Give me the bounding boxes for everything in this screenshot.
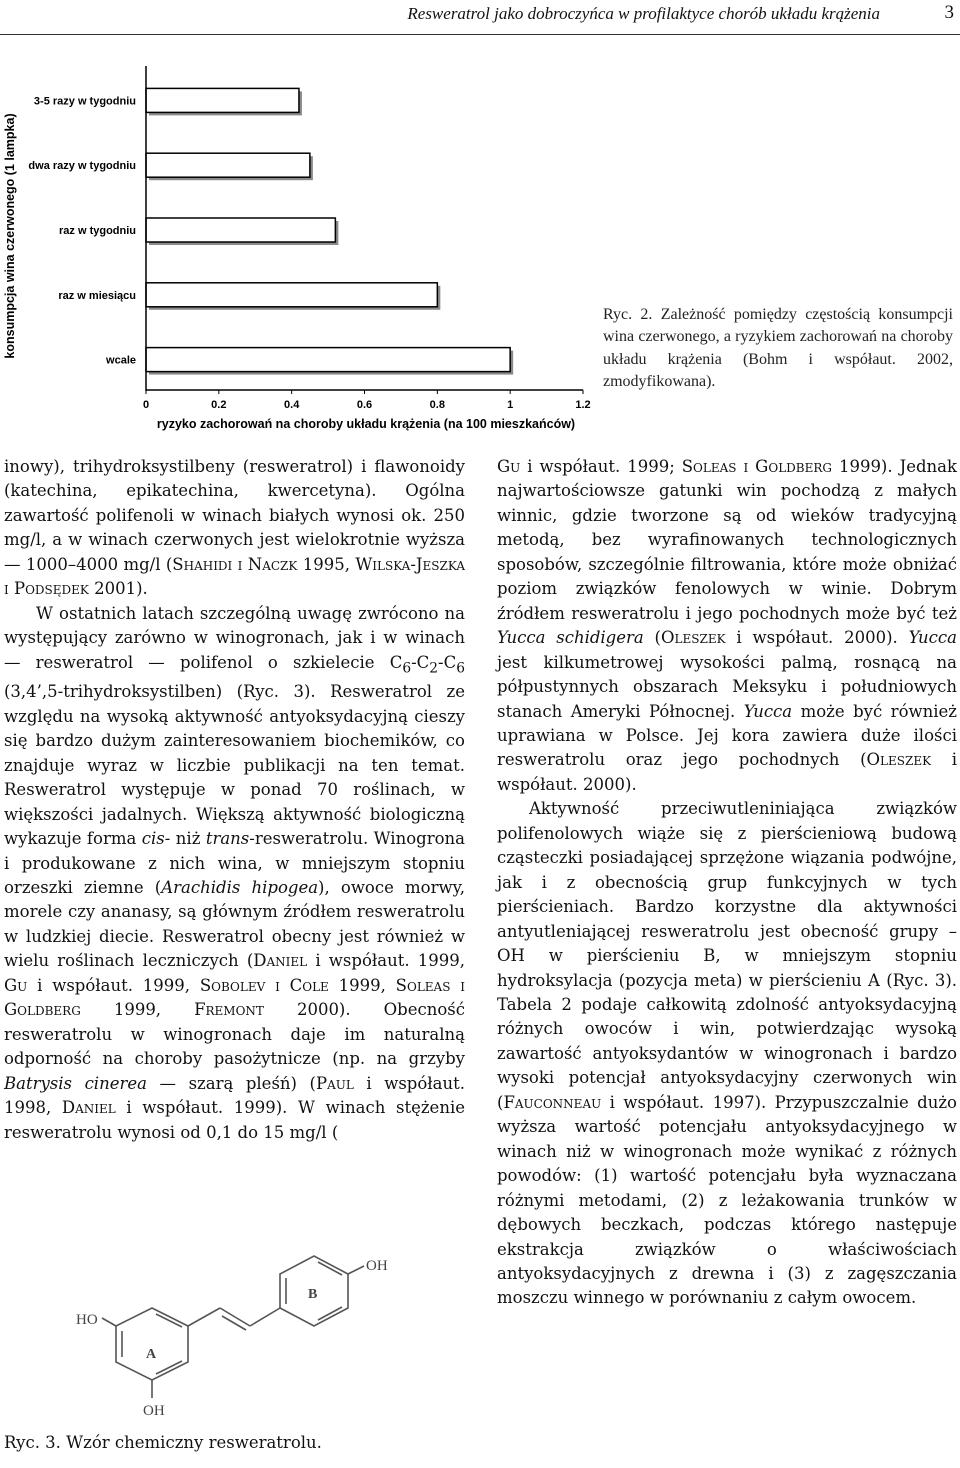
structure-bonds [102, 1256, 364, 1398]
x-tick-label: 1.2 [575, 399, 591, 411]
bar [146, 218, 335, 242]
vinyl-bond-3 [250, 1308, 280, 1326]
x-tick-label: 1 [507, 399, 514, 411]
x-tick-label: 0.4 [284, 399, 300, 411]
figure-2-caption: Ryc. 2. Zależność pomiędzy częstością konsumpcji wina czerwonego, a ryzykiem zachorowań na choroby układu krążenia (Bohm i współaut. 2002, zmodyfikowana). [603, 306, 953, 391]
chart-plot-area [28, 66, 590, 411]
left-paragraph-2: W ostatnich latach szczególną uwagę zwrócono na występujący zarówno w winogronach, jak i w winach — resweratrol — polifenol o szkielecie $C_6-C_2-C_6$ (3,4’,5-trihydroksystilben) (Ryc. 3). Resweratrol ze względu na wysoką aktywność antyoksydacyjną cieszy się bardzo dużym zainteresowaniem biochemików, co znajduje wyraz w liczbie publikacji na ten temat. Resweratrol występuje w ponad 70 roślinach, w większości jadalnych. Większą aktywność biologiczną wykazuje forma cis- niż trans-resweratrolu. Winogrona i produkowane z nich wina, w mniejszym stopniu orzeszki ziemne (Arachidis hipogea), owoce morwy, morele czy ananasy, są głównym źródłem resweratrolu w ludzkiej diecie. Resweratrol obecny jest również w wielu roślinach leczniczych (Daniel i współaut. 1999, Gu i współaut. 1999, Sobolev i Cole 1999, Soleas i Goldberg 1999, Fremont 2000). Obecność resweratrolu w winogronach daje im naturalną odporność na choroby pasożytnicze (np. na grzyby Batrysis cinerea — szarą pleśń) (Paul i współaut. 1998, Daniel i współaut. 1999). W winach stężenie resweratrolu wynosi od 0,1 do 15 mg/l ( [4, 603, 466, 1142]
category-label: raz w tygodniu [59, 225, 136, 237]
x-tick-label: 0.8 [429, 399, 445, 411]
ring-a-hexagon [116, 1308, 188, 1380]
x-tick-label: 0.6 [356, 399, 373, 411]
chart-y-axis-label: konsumpcja wina czerwonego (1 lampka) [3, 113, 17, 359]
bar [146, 88, 299, 112]
right-column [497, 455, 957, 1311]
figure-3-structure [70, 1240, 400, 1430]
ho-bond [102, 1318, 116, 1326]
right-paragraph-1: Gu i współaut. 1999; Soleas i Goldberg 1999). Jednak najwartościowsze gatunki win pochodzą z małych winnic, gdzie tworzone są od wieków tradycyjną metodą, bez wyrafinowanych technologicznych sposobów, szczególnie filtrowania, które może obniżać poziom związków fenolowych w winie. Dobrym źródłem resweratrolu i jego pochodnych może być też Yucca schidigera (Oleszek i współaut. 2000). Yucca jest kilkumetrowej wysokości palmą, rosnącą na półpustynnych obszarach Meksyku i południowych stanach Ameryki Północnej. Yucca może być również uprawiana w Polsce. Jej kora zawiera duże ilości resweratrolu oraz jego pochodnych (Oleszek i współaut. 2000). [497, 457, 957, 794]
oh-top-label: OH [366, 1258, 388, 1274]
left-paragraph-1: inowy), trihydroksystilbeny (resweratrol) i flawonoidy (katechina, epikatechina, kwercetyna). Ogólna zawartość polifenoli w winach białych wynosi ok. 250 mg/l, a w winach czerwonych jest wielokrotnie wyższa — 1000–4000 mg/l (Shahidi i Naczk 1995, Wilska-Jeszka i Podsędek 2001). [4, 457, 465, 599]
oh-top-bond [348, 1266, 364, 1274]
x-tick-label: 0.2 [211, 399, 227, 411]
bar [146, 348, 510, 372]
ring-b-label: B [308, 1287, 318, 1302]
page-number: 3 [944, 2, 954, 23]
chart-x-axis-label: ryzyko zachorowań na choroby układu krążenia (na 100 mieszkańców) [156, 417, 576, 431]
category-label: 3-5 razy w tygodniu [33, 95, 136, 108]
bar [146, 153, 310, 177]
bar [146, 283, 437, 307]
x-tick-label: 0 [142, 399, 150, 411]
running-header [0, 0, 960, 35]
category-label: raz w miesiącu [58, 289, 136, 302]
ho-label: HO [76, 1312, 98, 1328]
ring-a-label: A [146, 1347, 157, 1362]
category-label: wcale [106, 354, 136, 367]
figure-3-caption: Ryc. 3. Wzór chemiczny resweratrolu. [4, 1433, 322, 1452]
resveratrol-structure-svg [70, 1240, 400, 1430]
category-label: dwa razy w tygodniu [28, 160, 136, 173]
vinyl-bond-1 [188, 1308, 220, 1326]
oh-bottom-label: OH [143, 1403, 165, 1419]
vinyl-double-bond [222, 1316, 246, 1330]
bar-chart-svg [0, 60, 595, 440]
right-paragraph-2: Aktywność przeciwutleniniająca związków polifenolowych wiąże się z pierścieniową budową cząsteczki posiadającej sprzężone wiązania podwójne, jak i z obecnością grup funkcyjnych w tych pierścieniach. Bardzo korzystne dla aktywności antyutleniającej resweratrolu jest obecność grupy –OH w pierścieniu B, w mniejszym stopniu hydroksylacja (pozycja meta) w pierścieniu A (Ryc. 3). Tabela 2 podaje całkowitą zdolność antyoksydacyjną różnych owoców i win, potwierdzając wysoką zawartość antyoksydantów w winogronach i bardzo wysoki potencjał antyoksydacyjny czerwonych win (Fauconneau i współaut. 1997). Przypuszczalnie dużo wyższa wartość potencjału antyoksydacyjnego w winach niż w winogronach może wynikać z różnych powodów: (1) wartość potencjału była wyznaczana różnymi metodami, (2) z leżakowania trunków w dębowych beczkach, podczas którego następuje ekstrakcja związków o właściwościach antyoksydacyjnych z drewna i (3) z zagęszczania moszczu winnego w porównaniu z całym owocem. [497, 799, 957, 1308]
left-column [4, 455, 465, 1145]
figure-2-chart [0, 60, 595, 440]
running-title: Resweratrol jako dobroczyńca w profilaktyce chorób układu krążenia [407, 4, 880, 23]
